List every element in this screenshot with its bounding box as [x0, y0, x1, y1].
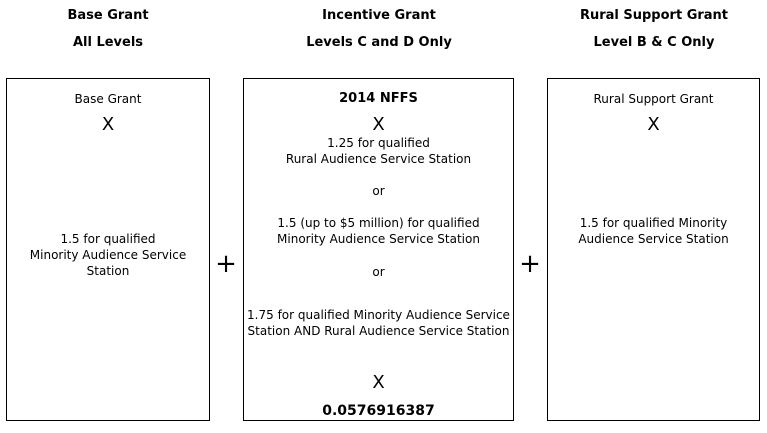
box-heading: Base Grant: [74, 92, 142, 106]
base-grant-box: [6, 78, 210, 421]
incentive-option-both: 1.75 for qualified Minority Audience Service Station AND Rural Audience Service Station: [247, 308, 510, 338]
plus-operator: +: [215, 249, 237, 279]
column-subtitle: Level B & C Only: [593, 35, 715, 50]
incentive-grant-box: [243, 78, 514, 421]
incentive-option-minority: 1.5 (up to $5 million) for qualified Minority Audience Service Station: [277, 216, 480, 246]
or-label: or: [372, 265, 385, 279]
multiply-symbol: X: [101, 114, 115, 135]
or-label: or: [372, 184, 385, 198]
plus-operator: +: [519, 249, 541, 279]
nffs-factor: 0.0576916387: [322, 403, 435, 419]
column-subtitle: All Levels: [72, 35, 144, 50]
incentive-option-rural: 1.25 for qualified Rural Audience Service Station: [285, 136, 472, 166]
multiply-symbol: X: [647, 114, 660, 135]
column-title: Rural Support Grant: [579, 8, 729, 23]
box-text: 1.5 for qualified Minority Audience Service Station: [578, 216, 729, 246]
box-heading: 2014 NFFS: [339, 91, 418, 106]
box-heading: Rural Support Grant: [593, 92, 714, 106]
multiply-symbol: X: [372, 372, 385, 393]
box-text: 1.5 for qualified Minority Audience Service Station: [29, 232, 187, 278]
multiply-symbol: X: [372, 114, 385, 135]
rural-support-grant-box: [547, 78, 760, 421]
column-title: Incentive Grant: [322, 8, 436, 23]
column-title: Base Grant: [67, 8, 149, 23]
column-subtitle: Levels C and D Only: [306, 35, 452, 50]
